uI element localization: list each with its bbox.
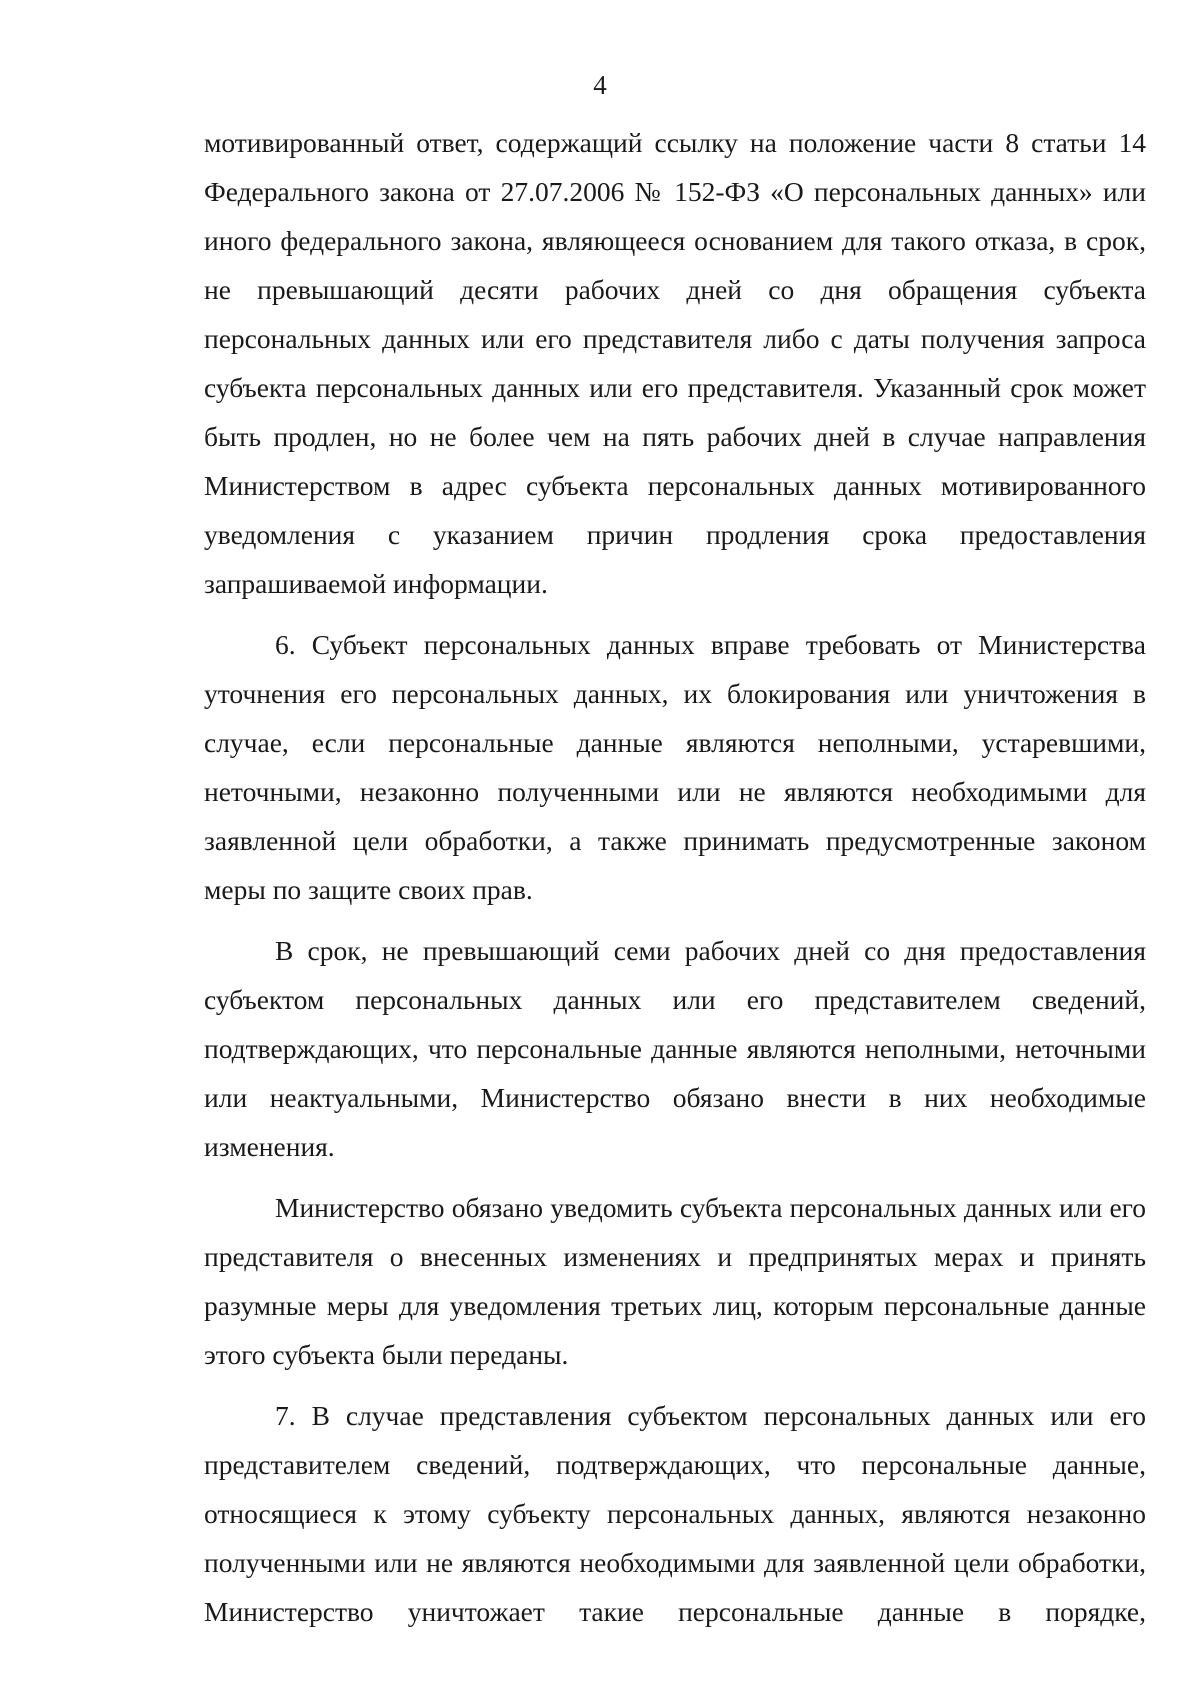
paragraph-item-6: 6. Субъект персональных данных вправе требовать от Министерства уточнения его персональных данных, их блокирования или уничтожения в случае, если персональные данные являются неполными, устаревшими, неточными, незаконно полученными или не являются необходимыми для заявленной цели обработки, а также принимать предусмотренные законом меры по защите своих прав. — [204, 629, 1146, 905]
paragraph-seven-days: В срок, не превышающий семи рабочих дней со дня предоставления субъектом персональных данных или его представителем сведений, подтверждающих, что персональные данные являются неполными, неточными или неактуальными, Министерство обязано внести в них необходимые изменения. — [204, 935, 1146, 1162]
paragraph-notify: Министерство обязано уведомить субъекта персональных данных или его представителя о внесенных изменениях и предпринятых мерах и принять разумные меры для уведомления третьих лиц, которым персональные данные этого субъекта были переданы. — [204, 1192, 1146, 1370]
paragraph-continuation: мотивированный ответ, содержащий ссылку на положение части 8 статьи 14 Федерального закона от 27.07.2006 № 152-ФЗ «О персональных данных» или иного федерального закона, являющееся основанием для такого отказа, в срок, не превышающий десяти рабочих дней со дня обращения субъекта персональных данных или его представителя либо с даты получения запроса субъекта персональных данных или его представителя. Указанный срок может быть продлен, но не более чем на пять рабочих дней в случае направления Министерством в адрес субъекта персональных данных мотивированного уведомления с указанием причин продления срока предоставления запрашиваемой информации. — [204, 127, 1146, 599]
page-number: 4 — [593, 70, 607, 100]
document-body — [204, 118, 1146, 1636]
paragraph-item-7: 7. В случае представления субъектом персональных данных или его представителем сведений, подтверждающих, что персональные данные, относящиеся к этому субъекту персональных данных, являются незаконно полученными или не являются необходимыми для заявленной цели обработки, Министерство уничтожает такие персональные данные в порядке, — [204, 1400, 1146, 1627]
